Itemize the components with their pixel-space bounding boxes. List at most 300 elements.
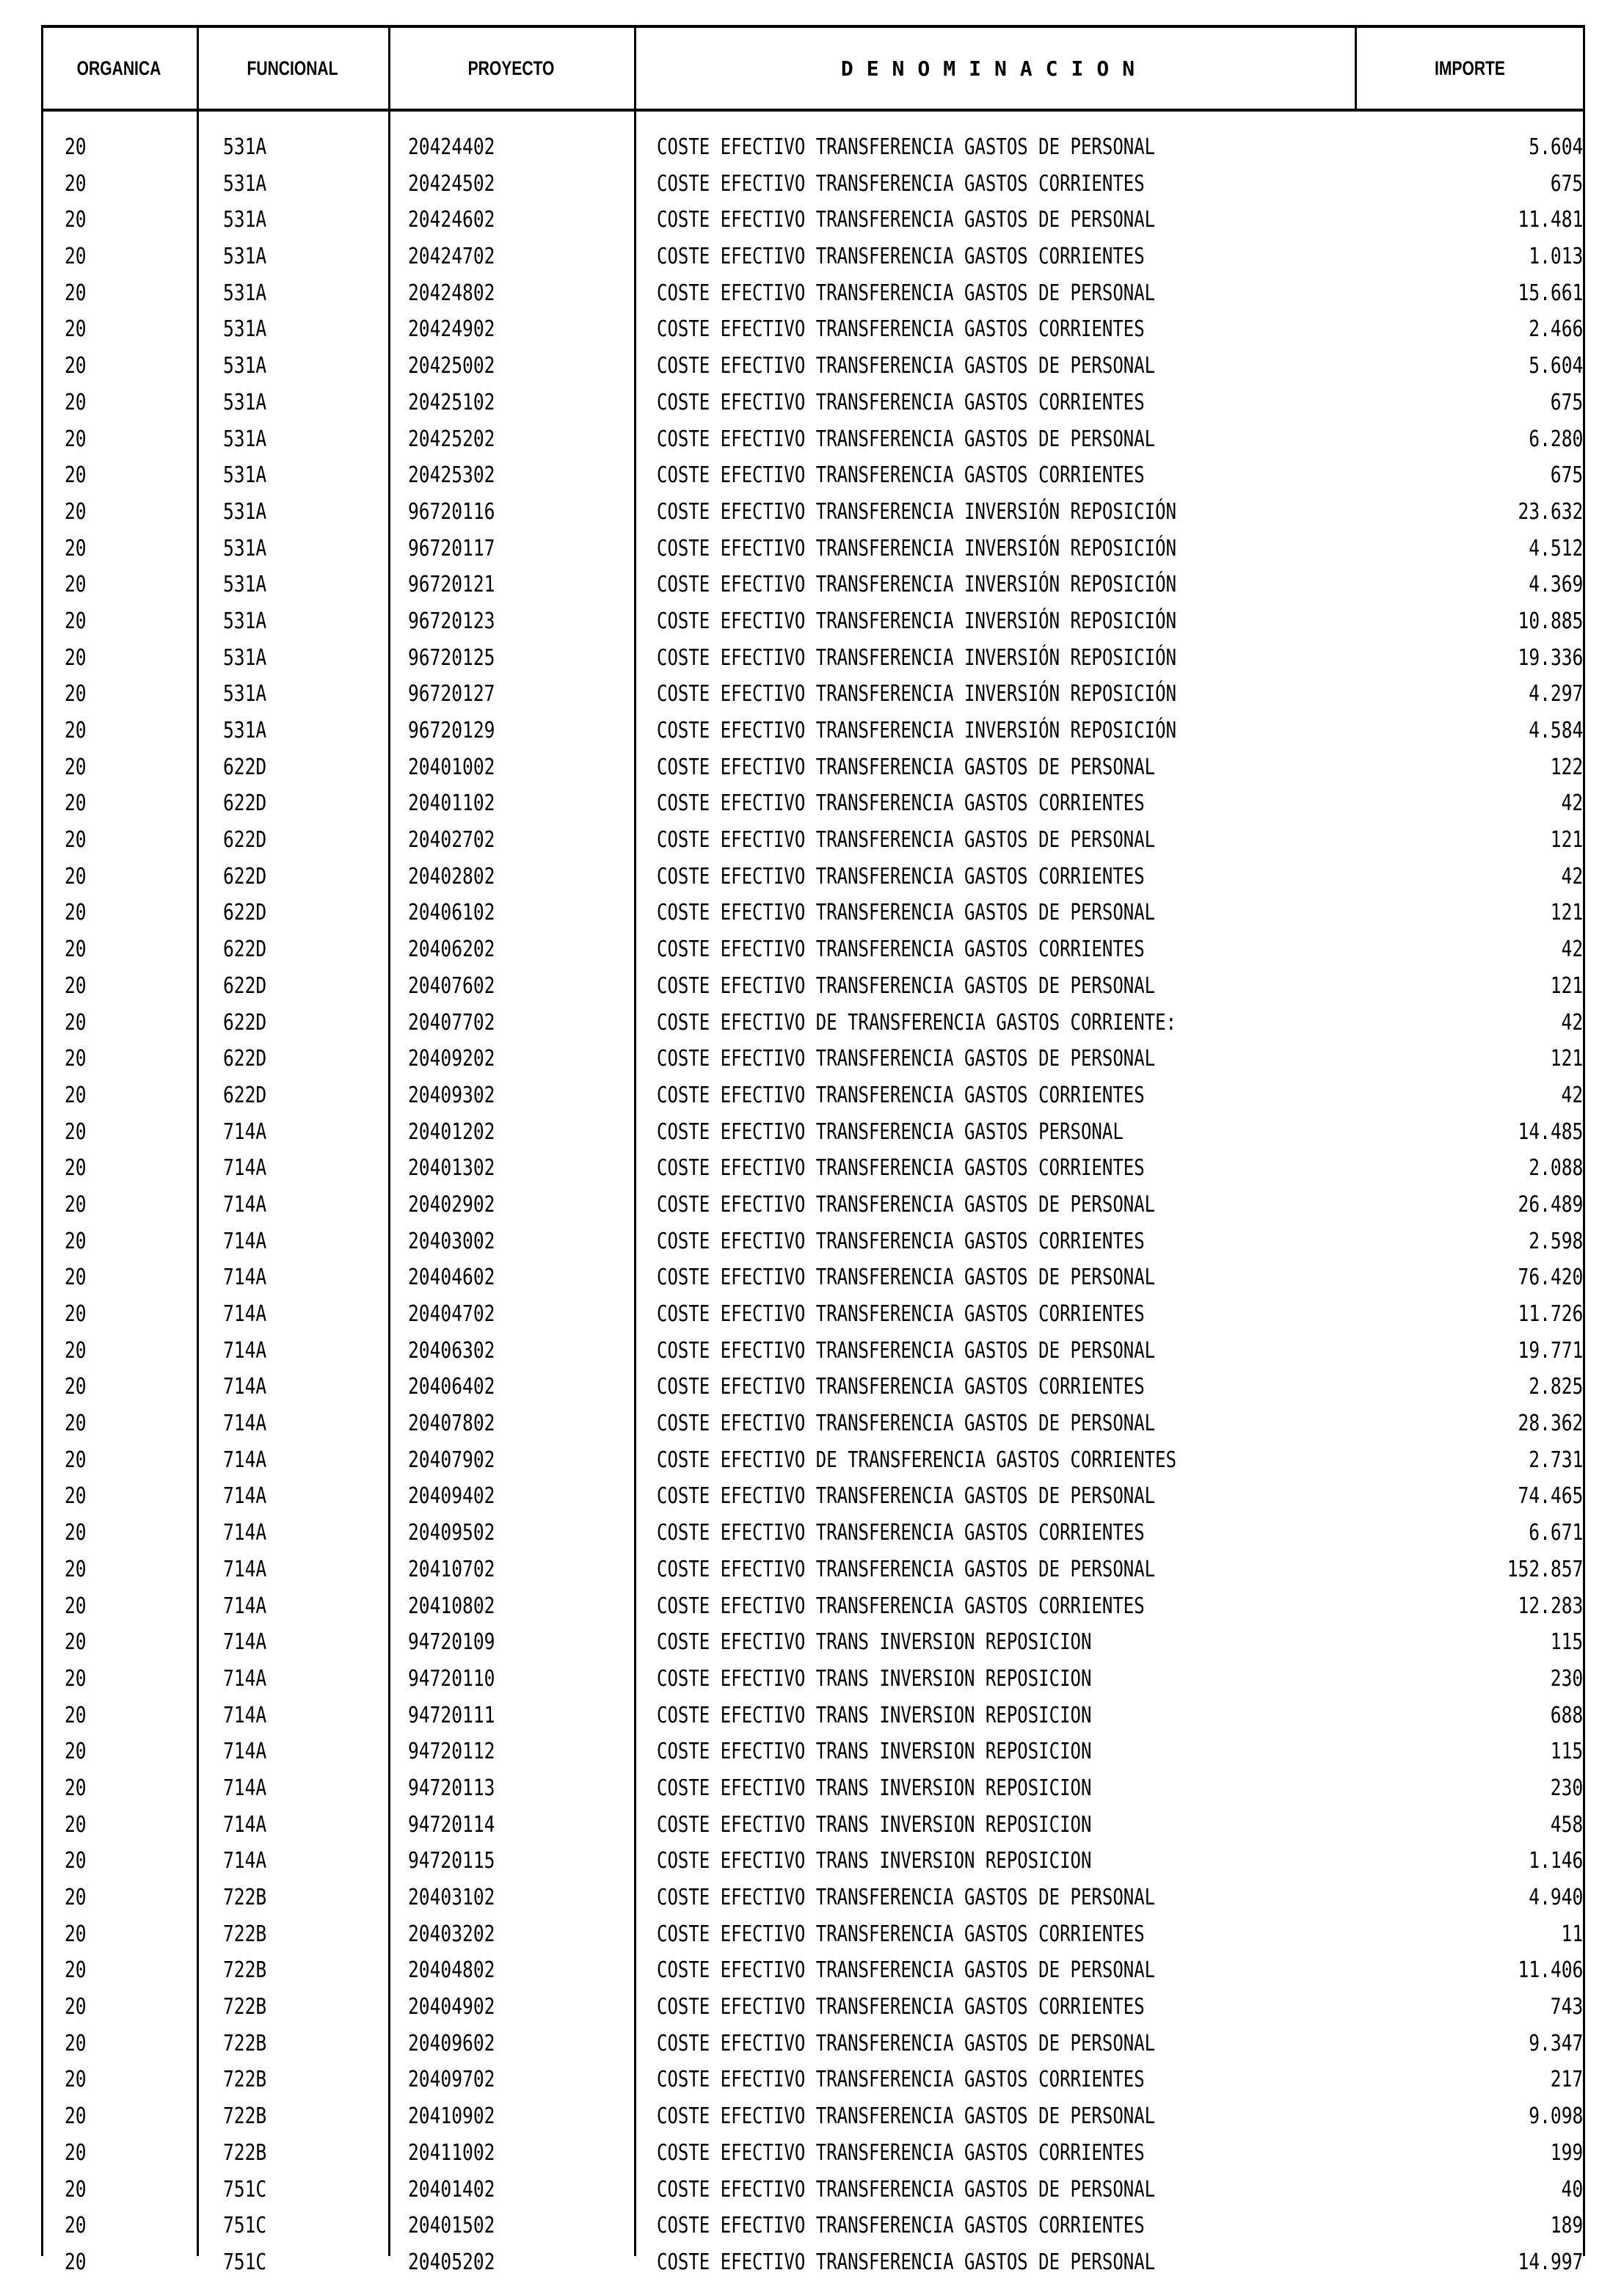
- cell-proyecto: 20409602: [408, 2030, 495, 2056]
- cell-importe: 121: [1550, 827, 1583, 854]
- cell-denominacion: COSTE EFECTIVO TRANS INVERSION REPOSICION: [657, 1775, 1092, 1801]
- cell-funcional: 722B: [223, 1994, 267, 2020]
- cell-importe: 6.280: [1528, 426, 1583, 452]
- cell-proyecto: 20425302: [408, 462, 495, 489]
- table-row: [0, 239, 1624, 275]
- table-row: [0, 2026, 1624, 2062]
- cell-organica: 20: [65, 2249, 87, 2275]
- cell-importe: 2.598: [1528, 1228, 1583, 1254]
- cell-proyecto: 96720127: [408, 681, 495, 707]
- table-body: [0, 129, 1624, 2281]
- cell-proyecto: 94720111: [408, 1702, 495, 1728]
- cell-organica: 20: [65, 1483, 87, 1510]
- cell-organica: 20: [65, 1082, 87, 1108]
- cell-denominacion: COSTE EFECTIVO TRANSFERENCIA GASTOS DE PERSONAL: [657, 900, 1156, 926]
- cell-proyecto: 94720112: [408, 1739, 495, 1765]
- cell-proyecto: 20401102: [408, 790, 495, 817]
- cell-proyecto: 20401502: [408, 2213, 495, 2239]
- table-row: [0, 275, 1624, 312]
- cell-importe: 28.362: [1518, 1411, 1583, 1437]
- cell-proyecto: 94720109: [408, 1629, 495, 1656]
- table-row: [0, 603, 1624, 640]
- cell-importe: 199: [1550, 2139, 1583, 2166]
- cell-denominacion: COSTE EFECTIVO TRANSFERENCIA GASTOS DE PERSONAL: [657, 1411, 1156, 1437]
- cell-organica: 20: [65, 170, 87, 197]
- table-row: [0, 1187, 1624, 1223]
- cell-denominacion: COSTE EFECTIVO TRANSFERENCIA INVERSIÓN REPOSICIÓN: [657, 681, 1177, 707]
- header-denominacion: DENOMINACION: [840, 56, 1148, 81]
- table-row: [0, 348, 1624, 385]
- cell-denominacion: COSTE EFECTIVO TRANSFERENCIA GASTOS DE PERSONAL: [657, 207, 1156, 233]
- cell-organica: 20: [65, 207, 87, 233]
- cell-importe: 4.584: [1528, 718, 1583, 743]
- cell-funcional: 714A: [223, 1593, 267, 1619]
- cell-denominacion: COSTE EFECTIVO TRANSFERENCIA GASTOS CORRIENTES: [657, 1228, 1145, 1254]
- cell-proyecto: 20406402: [408, 1374, 495, 1400]
- cell-proyecto: 94720113: [408, 1775, 495, 1801]
- cell-importe: 42: [1561, 790, 1583, 817]
- cell-denominacion: COSTE EFECTIVO TRANSFERENCIA GASTOS DE PERSONAL: [657, 1885, 1156, 1910]
- cell-funcional: 622D: [223, 754, 267, 780]
- cell-proyecto: 20409502: [408, 1520, 495, 1546]
- cell-denominacion: COSTE EFECTIVO TRANSFERENCIA GASTOS CORRIENTES: [657, 1593, 1145, 1619]
- table-row: [0, 1661, 1624, 1698]
- cell-denominacion: COSTE EFECTIVO TRANSFERENCIA GASTOS DE PERSONAL: [657, 1556, 1156, 1582]
- cell-organica: 20: [65, 1009, 87, 1036]
- cell-proyecto: 20410702: [408, 1556, 495, 1582]
- cell-organica: 20: [65, 426, 87, 452]
- table-row: [0, 1952, 1624, 1989]
- cell-funcional: 714A: [223, 1739, 267, 1765]
- cell-denominacion: COSTE EFECTIVO TRANS INVERSION REPOSICION: [657, 1811, 1092, 1838]
- cell-importe: 10.885: [1518, 608, 1583, 634]
- cell-organica: 20: [65, 2030, 87, 2056]
- cell-denominacion: COSTE EFECTIVO TRANSFERENCIA GASTOS CORRIENTES: [657, 316, 1145, 343]
- cell-funcional: 714A: [223, 1447, 267, 1473]
- cell-proyecto: 20406302: [408, 1337, 495, 1364]
- cell-funcional: 722B: [223, 2139, 267, 2166]
- table-row: [0, 567, 1624, 603]
- cell-organica: 20: [65, 1411, 87, 1437]
- cell-proyecto: 20410902: [408, 2103, 495, 2130]
- cell-denominacion: COSTE EFECTIVO TRANSFERENCIA GASTOS CORRIENTES: [657, 1155, 1145, 1182]
- cell-funcional: 714A: [223, 1411, 267, 1437]
- table-row: [0, 385, 1624, 421]
- cell-importe: 743: [1550, 1994, 1583, 2020]
- cell-funcional: 722B: [223, 1957, 267, 1984]
- table-row: [0, 1843, 1624, 1880]
- cell-importe: 14.997: [1518, 2249, 1583, 2275]
- cell-organica: 20: [65, 1629, 87, 1656]
- cell-proyecto: 96720117: [408, 535, 495, 561]
- table-row: [0, 421, 1624, 458]
- cell-funcional: 751C: [223, 2249, 267, 2275]
- cell-organica: 20: [65, 1665, 87, 1692]
- cell-denominacion: COSTE EFECTIVO TRANSFERENCIA GASTOS DE PERSONAL: [657, 1046, 1156, 1072]
- table-row: [0, 1770, 1624, 1807]
- cell-proyecto: 20407902: [408, 1447, 495, 1473]
- cell-proyecto: 20424902: [408, 316, 495, 343]
- cell-funcional: 714A: [223, 1665, 267, 1692]
- cell-importe: 121: [1550, 972, 1583, 999]
- cell-denominacion: COSTE EFECTIVO TRANSFERENCIA GASTOS CORRIENTES: [657, 1921, 1145, 1947]
- cell-proyecto: 20409402: [408, 1483, 495, 1510]
- cell-funcional: 714A: [223, 1155, 267, 1182]
- cell-organica: 20: [65, 1593, 87, 1619]
- cell-proyecto: 20425102: [408, 389, 495, 415]
- cell-importe: 2.825: [1528, 1374, 1583, 1400]
- table-row: [0, 2098, 1624, 2135]
- cell-funcional: 531A: [223, 353, 267, 379]
- cell-denominacion: COSTE EFECTIVO TRANSFERENCIA INVERSIÓN REPOSICIÓN: [657, 572, 1177, 598]
- cell-importe: 121: [1550, 900, 1583, 926]
- cell-organica: 20: [65, 790, 87, 817]
- header-proyecto: PROYECTO: [467, 57, 555, 79]
- cell-proyecto: 20402802: [408, 863, 495, 890]
- cell-organica: 20: [65, 2103, 87, 2130]
- header-importe: IMPORTE: [1435, 57, 1505, 79]
- cell-funcional: 714A: [223, 1191, 267, 1218]
- table-row: [0, 785, 1624, 822]
- cell-organica: 20: [65, 1374, 87, 1400]
- cell-importe: 230: [1550, 1665, 1583, 1692]
- cell-organica: 20: [65, 1957, 87, 1984]
- cell-proyecto: 20409302: [408, 1082, 495, 1108]
- cell-funcional: 531A: [223, 572, 267, 598]
- table-row: [0, 1223, 1624, 1260]
- cell-denominacion: COSTE EFECTIVO TRANSFERENCIA INVERSIÓN REPOSICIÓN: [657, 718, 1177, 743]
- cell-importe: 4.512: [1528, 535, 1583, 561]
- table-row: [0, 2062, 1624, 2098]
- cell-denominacion: COSTE EFECTIVO TRANSFERENCIA GASTOS CORRIENTES: [657, 1082, 1145, 1108]
- cell-organica: 20: [65, 1228, 87, 1254]
- cell-proyecto: 94720110: [408, 1665, 495, 1692]
- cell-organica: 20: [65, 2139, 87, 2166]
- table-row: [0, 1005, 1624, 1041]
- cell-funcional: 722B: [223, 2103, 267, 2130]
- cell-importe: 9.347: [1528, 2030, 1583, 2056]
- table-row: [0, 129, 1624, 166]
- cell-proyecto: 20424702: [408, 244, 495, 270]
- cell-denominacion: COSTE EFECTIVO TRANSFERENCIA INVERSIÓN REPOSICIÓN: [657, 644, 1177, 671]
- table-row: [0, 2135, 1624, 2172]
- cell-organica: 20: [65, 1811, 87, 1838]
- cell-organica: 20: [65, 608, 87, 634]
- cell-importe: 19.771: [1518, 1337, 1583, 1364]
- cell-proyecto: 20402702: [408, 827, 495, 854]
- cell-funcional: 622D: [223, 972, 267, 999]
- table-row: [0, 1989, 1624, 2026]
- table-row: [0, 1442, 1624, 1479]
- cell-proyecto: 96720129: [408, 718, 495, 743]
- cell-proyecto: 20401002: [408, 754, 495, 780]
- cell-proyecto: 20407702: [408, 1009, 495, 1036]
- cell-organica: 20: [65, 1265, 87, 1291]
- cell-proyecto: 20406202: [408, 936, 495, 963]
- cell-organica: 20: [65, 681, 87, 707]
- cell-importe: 152.857: [1507, 1556, 1583, 1582]
- cell-denominacion: COSTE EFECTIVO TRANSFERENCIA GASTOS DE PERSONAL: [657, 134, 1156, 160]
- cell-proyecto: 20402902: [408, 1191, 495, 1218]
- cell-importe: 1.146: [1528, 1848, 1583, 1874]
- cell-denominacion: COSTE EFECTIVO DE TRANSFERENCIA GASTOS CORRIENTES: [657, 1447, 1177, 1473]
- cell-funcional: 751C: [223, 2176, 267, 2202]
- cell-denominacion: COSTE EFECTIVO TRANSFERENCIA GASTOS DE PERSONAL: [657, 1957, 1156, 1984]
- cell-proyecto: 20409202: [408, 1046, 495, 1072]
- cell-importe: 675: [1550, 389, 1583, 415]
- cell-proyecto: 20411002: [408, 2139, 495, 2166]
- cell-proyecto: 20404902: [408, 1994, 495, 2020]
- cell-importe: 121: [1550, 1046, 1583, 1072]
- table-row: [0, 749, 1624, 786]
- cell-denominacion: COSTE EFECTIVO TRANSFERENCIA INVERSIÓN REPOSICIÓN: [657, 608, 1177, 634]
- cell-funcional: 714A: [223, 1811, 267, 1838]
- cell-denominacion: COSTE EFECTIVO TRANSFERENCIA GASTOS CORRIENTES: [657, 1301, 1145, 1327]
- cell-organica: 20: [65, 462, 87, 489]
- cell-organica: 20: [65, 972, 87, 999]
- cell-denominacion: COSTE EFECTIVO TRANSFERENCIA GASTOS DE PERSONAL: [657, 827, 1156, 854]
- cell-importe: 23.632: [1518, 498, 1583, 525]
- table-row: [0, 1150, 1624, 1187]
- table-row: [0, 457, 1624, 494]
- table-row: [0, 2208, 1624, 2244]
- table-row: [0, 1114, 1624, 1151]
- cell-denominacion: COSTE EFECTIVO TRANSFERENCIA GASTOS CORRIENTES: [657, 936, 1145, 963]
- cell-organica: 20: [65, 280, 87, 306]
- cell-funcional: 622D: [223, 827, 267, 854]
- cell-funcional: 622D: [223, 1082, 267, 1108]
- cell-organica: 20: [65, 1775, 87, 1801]
- cell-importe: 675: [1550, 170, 1583, 197]
- cell-funcional: 531A: [223, 462, 267, 489]
- table-row: [0, 166, 1624, 203]
- cell-denominacion: COSTE EFECTIVO TRANSFERENCIA GASTOS DE PERSONAL: [657, 1265, 1156, 1291]
- cell-denominacion: COSTE EFECTIVO TRANSFERENCIA GASTOS CORRIENTES: [657, 1520, 1145, 1546]
- cell-funcional: 531A: [223, 244, 267, 270]
- cell-importe: 688: [1550, 1702, 1583, 1728]
- cell-denominacion: COSTE EFECTIVO TRANSFERENCIA GASTOS CORRIENTES: [657, 2139, 1145, 2166]
- cell-organica: 20: [65, 1155, 87, 1182]
- cell-denominacion: COSTE EFECTIVO TRANS INVERSION REPOSICION: [657, 1629, 1092, 1656]
- cell-proyecto: 20424802: [408, 280, 495, 306]
- cell-organica: 20: [65, 1994, 87, 2020]
- table-row: [0, 1880, 1624, 1916]
- cell-denominacion: COSTE EFECTIVO TRANSFERENCIA GASTOS CORRIENTES: [657, 244, 1145, 270]
- cell-denominacion: COSTE EFECTIVO TRANS INVERSION REPOSICION: [657, 1848, 1092, 1874]
- cell-importe: 74.465: [1518, 1483, 1583, 1510]
- table-row: [0, 1916, 1624, 1953]
- cell-proyecto: 20405202: [408, 2249, 495, 2275]
- cell-importe: 11.406: [1518, 1957, 1583, 1984]
- cell-proyecto: 20404802: [408, 1957, 495, 1984]
- cell-organica: 20: [65, 1447, 87, 1473]
- cell-organica: 20: [65, 498, 87, 525]
- table-row: [0, 1077, 1624, 1114]
- cell-organica: 20: [65, 535, 87, 561]
- cell-funcional: 531A: [223, 498, 267, 525]
- cell-funcional: 722B: [223, 1885, 267, 1910]
- table-row: [0, 1259, 1624, 1296]
- cell-funcional: 714A: [223, 1374, 267, 1400]
- cell-funcional: 714A: [223, 1483, 267, 1510]
- cell-importe: 2.466: [1528, 316, 1583, 343]
- cell-organica: 20: [65, 1046, 87, 1072]
- cell-importe: 11.726: [1518, 1301, 1583, 1327]
- cell-importe: 42: [1561, 936, 1583, 963]
- cell-proyecto: 20401402: [408, 2176, 495, 2202]
- cell-denominacion: COSTE EFECTIVO TRANSFERENCIA GASTOS CORRIENTES: [657, 1374, 1145, 1400]
- table-row: [0, 1588, 1624, 1625]
- cell-importe: 9.098: [1528, 2103, 1583, 2130]
- cell-organica: 20: [65, 316, 87, 343]
- cell-importe: 2.731: [1528, 1447, 1583, 1473]
- cell-proyecto: 20406102: [408, 900, 495, 926]
- cell-organica: 20: [65, 718, 87, 743]
- cell-importe: 1.013: [1528, 244, 1583, 270]
- cell-organica: 20: [65, 1739, 87, 1765]
- table-row: [0, 676, 1624, 713]
- cell-organica: 20: [65, 827, 87, 854]
- table-row: [0, 1478, 1624, 1515]
- cell-organica: 20: [65, 134, 87, 160]
- cell-funcional: 714A: [223, 1228, 267, 1254]
- cell-proyecto: 20401202: [408, 1118, 495, 1145]
- cell-importe: 122: [1550, 754, 1583, 780]
- cell-proyecto: 20425002: [408, 353, 495, 379]
- cell-funcional: 531A: [223, 134, 267, 160]
- cell-organica: 20: [65, 244, 87, 270]
- cell-denominacion: COSTE EFECTIVO TRANSFERENCIA GASTOS DE PERSONAL: [657, 2249, 1156, 2275]
- cell-importe: 19.336: [1518, 644, 1583, 671]
- table-row: [0, 895, 1624, 931]
- table-row: [0, 931, 1624, 968]
- cell-funcional: 714A: [223, 1301, 267, 1327]
- cell-denominacion: COSTE EFECTIVO TRANSFERENCIA GASTOS DE PERSONAL: [657, 754, 1156, 780]
- cell-organica: 20: [65, 1337, 87, 1364]
- table-row: [0, 311, 1624, 348]
- cell-proyecto: 96720121: [408, 572, 495, 598]
- cell-funcional: 714A: [223, 1265, 267, 1291]
- cell-importe: 42: [1561, 1009, 1583, 1036]
- table-row: [0, 1369, 1624, 1405]
- cell-importe: 4.940: [1528, 1885, 1583, 1910]
- cell-proyecto: 20410802: [408, 1593, 495, 1619]
- cell-funcional: 531A: [223, 389, 267, 415]
- cell-proyecto: 96720125: [408, 644, 495, 671]
- cell-funcional: 531A: [223, 608, 267, 634]
- cell-organica: 20: [65, 1520, 87, 1546]
- cell-funcional: 714A: [223, 1702, 267, 1728]
- cell-funcional: 531A: [223, 644, 267, 671]
- cell-funcional: 531A: [223, 316, 267, 343]
- cell-funcional: 531A: [223, 681, 267, 707]
- cell-funcional: 531A: [223, 535, 267, 561]
- cell-organica: 20: [65, 1191, 87, 1218]
- cell-denominacion: COSTE EFECTIVO TRANSFERENCIA GASTOS CORRIENTES: [657, 790, 1145, 817]
- table-row: [0, 1807, 1624, 1844]
- cell-denominacion: COSTE EFECTIVO TRANSFERENCIA GASTOS DE PERSONAL: [657, 1483, 1156, 1510]
- cell-proyecto: 20403002: [408, 1228, 495, 1254]
- cell-importe: 26.489: [1518, 1191, 1583, 1218]
- cell-denominacion: COSTE EFECTIVO TRANSFERENCIA INVERSIÓN REPOSICIÓN: [657, 535, 1177, 561]
- cell-importe: 458: [1550, 1811, 1583, 1838]
- column-divider: [1355, 25, 1357, 112]
- cell-funcional: 622D: [223, 900, 267, 926]
- cell-organica: 20: [65, 1301, 87, 1327]
- table-row: [0, 494, 1624, 531]
- cell-funcional: 622D: [223, 863, 267, 890]
- cell-organica: 20: [65, 2176, 87, 2202]
- cell-denominacion: COSTE EFECTIVO TRANSFERENCIA GASTOS DE PERSONAL: [657, 280, 1156, 306]
- cell-denominacion: COSTE EFECTIVO TRANS INVERSION REPOSICION: [657, 1665, 1092, 1692]
- cell-denominacion: COSTE EFECTIVO TRANSFERENCIA GASTOS DE PERSONAL: [657, 1337, 1156, 1364]
- cell-denominacion: COSTE EFECTIVO TRANSFERENCIA GASTOS DE PERSONAL: [657, 353, 1156, 379]
- cell-denominacion: COSTE EFECTIVO TRANSFERENCIA GASTOS DE PERSONAL: [657, 2176, 1156, 2202]
- cell-denominacion: COSTE EFECTIVO TRANSFERENCIA GASTOS CORRIENTES: [657, 2067, 1145, 2093]
- header-funcional: FUNCIONAL: [247, 57, 338, 79]
- cell-funcional: 714A: [223, 1629, 267, 1656]
- cell-organica: 20: [65, 754, 87, 780]
- cell-importe: 5.604: [1528, 353, 1583, 379]
- cell-importe: 115: [1550, 1739, 1583, 1765]
- cell-importe: 14.485: [1518, 1118, 1583, 1145]
- cell-funcional: 531A: [223, 207, 267, 233]
- cell-importe: 42: [1561, 1082, 1583, 1108]
- table-row: [0, 2172, 1624, 2208]
- cell-proyecto: 20407802: [408, 1411, 495, 1437]
- cell-denominacion: COSTE EFECTIVO TRANSFERENCIA GASTOS DE PERSONAL: [657, 1191, 1156, 1218]
- cell-funcional: 531A: [223, 170, 267, 197]
- cell-organica: 20: [65, 863, 87, 890]
- cell-funcional: 714A: [223, 1520, 267, 1546]
- cell-funcional: 714A: [223, 1848, 267, 1874]
- cell-proyecto: 20403102: [408, 1885, 495, 1910]
- cell-funcional: 714A: [223, 1775, 267, 1801]
- cell-denominacion: COSTE EFECTIVO TRANSFERENCIA GASTOS PERSONAL: [657, 1118, 1124, 1145]
- cell-organica: 20: [65, 1702, 87, 1728]
- cell-proyecto: 20425202: [408, 426, 495, 452]
- cell-funcional: 622D: [223, 790, 267, 817]
- cell-organica: 20: [65, 389, 87, 415]
- cell-denominacion: COSTE EFECTIVO TRANSFERENCIA GASTOS DE PERSONAL: [657, 2030, 1156, 2056]
- table-row: [0, 1515, 1624, 1551]
- table-row: [0, 1624, 1624, 1661]
- table-row: [0, 2244, 1624, 2281]
- table-row: [0, 531, 1624, 567]
- cell-importe: 4.369: [1528, 572, 1583, 598]
- cell-funcional: 751C: [223, 2213, 267, 2239]
- cell-organica: 20: [65, 1118, 87, 1145]
- cell-funcional: 714A: [223, 1118, 267, 1145]
- cell-importe: 217: [1550, 2067, 1583, 2093]
- table-row: [0, 1333, 1624, 1369]
- cell-proyecto: 20401302: [408, 1155, 495, 1182]
- table-row: [0, 1698, 1624, 1734]
- cell-organica: 20: [65, 1921, 87, 1947]
- cell-denominacion: COSTE EFECTIVO TRANSFERENCIA GASTOS CORRIENTES: [657, 2213, 1145, 2239]
- cell-denominacion: COSTE EFECTIVO TRANSFERENCIA GASTOS DE PERSONAL: [657, 972, 1156, 999]
- cell-organica: 20: [65, 572, 87, 598]
- cell-organica: 20: [65, 644, 87, 671]
- cell-importe: 675: [1550, 462, 1583, 489]
- cell-funcional: 722B: [223, 2067, 267, 2093]
- cell-funcional: 622D: [223, 936, 267, 963]
- cell-organica: 20: [65, 2213, 87, 2239]
- cell-funcional: 722B: [223, 2030, 267, 2056]
- table-row: [0, 1041, 1624, 1077]
- cell-funcional: 531A: [223, 718, 267, 743]
- cell-proyecto: 20424602: [408, 207, 495, 233]
